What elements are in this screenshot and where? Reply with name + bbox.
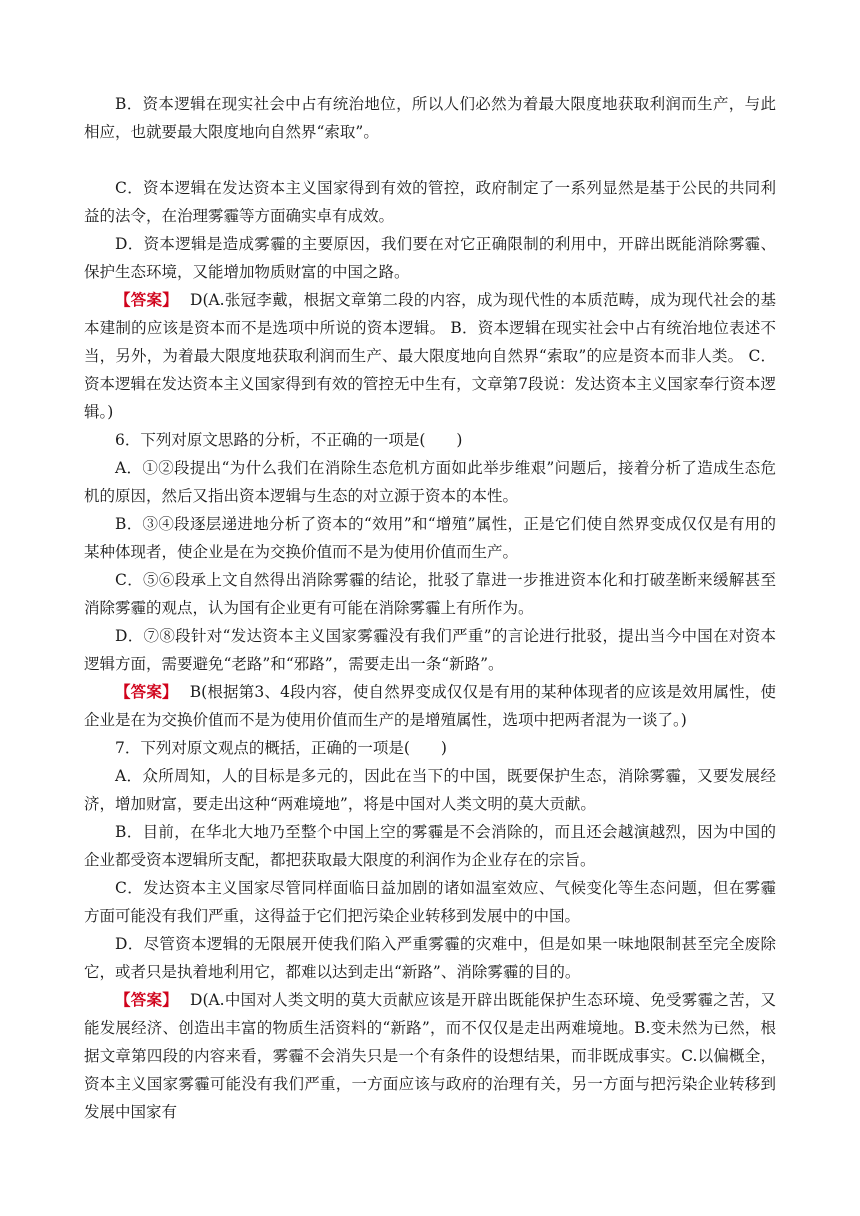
q6-option-a: A．①②段提出“为什么我们在消除生态危机方面如此举步维艰”问题后，接着分析了造成生态危机的原因，然后又指出资本逻辑与生态的对立源于资本的本性。 (84, 459, 776, 505)
q6-answer (84, 678, 776, 734)
q6-option-b: B．③④段逐层递进地分析了资本的“效用”和“增殖”属性，正是它们使自然界变成仅仅是有用的某种体现者，使企业是在为交换价值而不是为使用价值而生产。 (84, 515, 776, 561)
q6-option-d: D．⑦⑧段针对“发达资本主义国家雾霾没有我们严重”的言论进行批驳，提出当今中国在对资本逻辑方面，需要避免“老路”和“邪路”，需要走出一条“新路”。 (84, 627, 776, 673)
q5-option-b: B．资本逻辑在现实社会中占有统治地位，所以人们必然为着最大限度地获取利润而生产，与此相应，也就要最大限度地向自然界“索取”。 (84, 95, 776, 141)
answer-text: D(A.张冠李戴，根据文章第二段的内容，成为现代性的本质范畴，成为现代社会的基本建制的应该是资本而不是选项中所说的资本逻辑。 B．资本逻辑在现实社会中占有统治地位表述不当，另外，为着最大限度地获取利润而生产、最大限度地向自然界“索取”的应是资本而非人类。 C．资本逻辑在发达资本主义国家得到有效的管控无中生有，文章第7段说：发达资本主义国家奉行资本逻辑。) (84, 291, 776, 421)
answer-tag: 【答案】 (115, 682, 178, 701)
answer-tag: 【答案】 (115, 990, 179, 1009)
q6-option-c: C．⑤⑥段承上文自然得出消除雾霾的结论，批驳了靠进一步推进资本化和打破垄断来缓解甚至消除雾霾的观点，认为国有企业更有可能在消除雾霾上有所作为。 (84, 571, 776, 617)
answer-text: D(A.中国对人类文明的莫大贡献应该是开辟出既能保护生态环境、免受雾霾之苦，又能发展经济、创造出丰富的物质生活资料的“新路”，而不仅仅是走出两难境地。B.变未然为已然，根据文章第四段的内容来看，雾霾不会消失只是一个有条件的设想结果，而非既成事实。C.以偏概全，资本主义国家雾霾可能没有我们严重，一方面应该与政府的治理有关，另一方面与把污染企业转移到发展中国家有 (84, 991, 776, 1121)
q5-option-c: C．资本逻辑在发达资本主义国家得到有效的管控，政府制定了一系列显然是基于公民的共同利益的法令，在治理雾霾等方面确实卓有成效。 (84, 179, 776, 225)
answer-tag: 【答案】 (115, 290, 179, 309)
q7-answer (84, 986, 776, 1126)
q7-option-c: C．发达资本主义国家尽管同样面临日益加剧的诸如温室效应、气候变化等生态问题，但在雾霾方面可能没有我们严重，这得益于它们把污染企业转移到发展中的中国。 (84, 879, 776, 925)
q7-stem: 7．下列对原文观点的概括，正确的一项是( ) (115, 739, 447, 757)
q6-stem: 6．下列对原文思路的分析，不正确的一项是( ) (115, 431, 463, 449)
q5-answer (84, 286, 776, 426)
q7-option-a: A．众所周知，人的目标是多元的，因此在当下的中国，既要保护生态，消除雾霾，又要发展经济，增加财富，要走出这种“两难境地”，将是中国对人类文明的莫大贡献。 (84, 767, 776, 813)
q7-option-b: B．目前，在华北大地乃至整个中国上空的雾霾是不会消除的，而且还会越演越烈，因为中国的企业都受资本逻辑所支配，都把获取最大限度的利润作为企业存在的宗旨。 (84, 823, 776, 869)
q7-option-d: D．尽管资本逻辑的无限展开使我们陷入严重雾霾的灾难中，但是如果一味地限制甚至完全废除它，或者只是执着地利用它，都难以达到走出“新路”、消除雾霾的目的。 (84, 935, 776, 981)
answer-text: B(根据第3、4段内容，使自然界变成仅仅是有用的某种体现者的应该是效用属性，使企业是在为交换价值而不是为使用价值而生产的是增殖属性，选项中把两者混为一谈了。) (84, 683, 776, 729)
q5-option-d: D．资本逻辑是造成雾霾的主要原因，我们要在对它正确限制的利用中，开辟出既能消除雾霾、保护生态环境，又能增加物质财富的中国之路。 (84, 235, 776, 281)
